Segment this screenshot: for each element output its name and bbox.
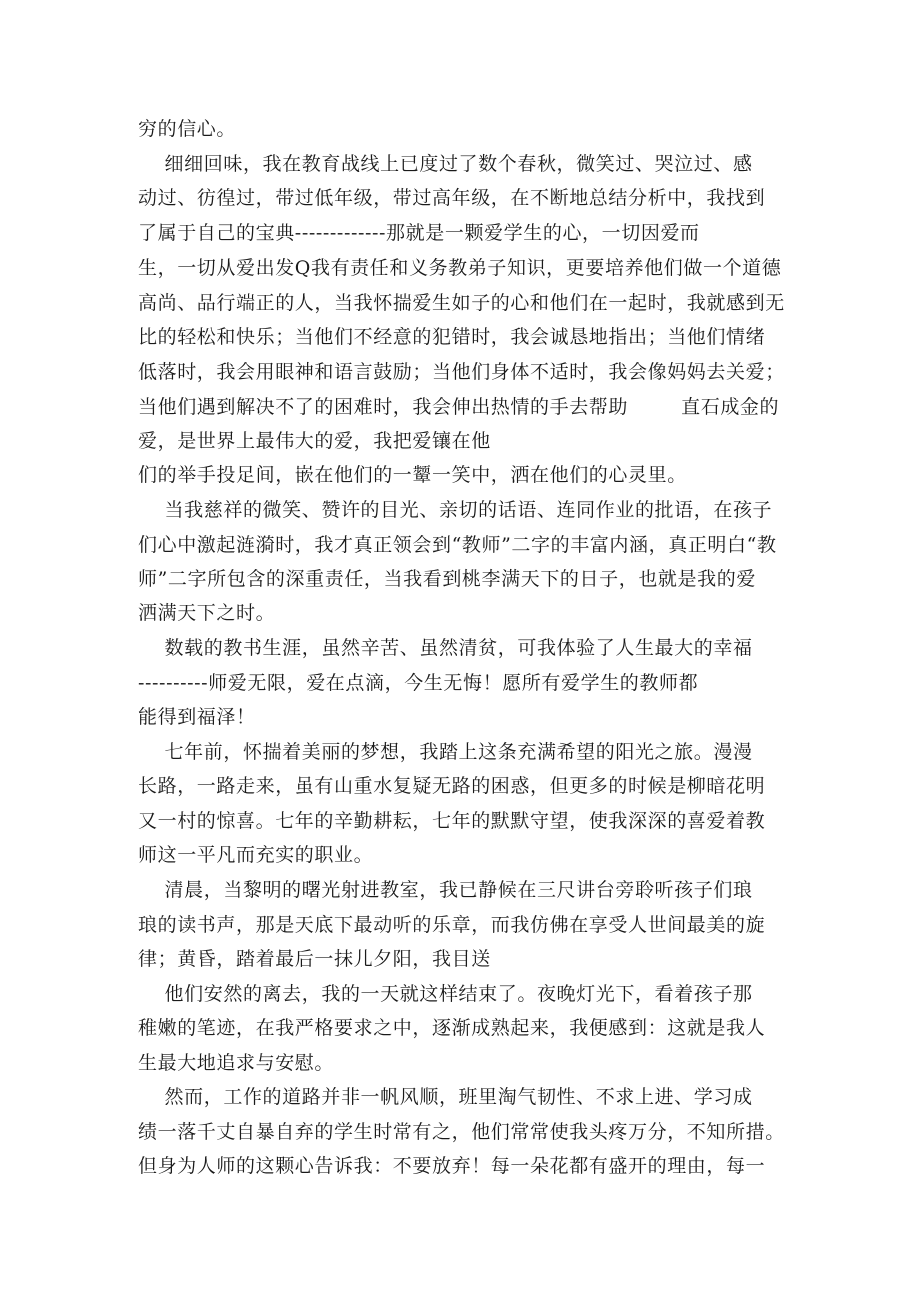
text-line: 洒满天下之时。 <box>138 602 276 624</box>
text-line: 们的举手投足间，嵌在他们的一颦一笑中，洒在他们的心灵里。 <box>138 464 687 486</box>
text-line: 稚嫩的笔迹，在我严格要求之中，逐渐成熟起来，我便感到：这就是我人 <box>138 1017 766 1039</box>
text-line: 绩一落千丈自暴自弃的学生时常有之，他们常常使我头疼万分，不知所措。 <box>138 1121 785 1143</box>
text-line: 琅的读书声，那是天底下最动听的乐章，而我仿佛在享受人世间最美的旋 <box>138 914 766 936</box>
text-line: 然而，工作的道路并非一帆风顺，班里淘气韧性、不求上进、学习成 <box>138 1086 753 1108</box>
text-line: 但身为人师的这颗心告诉我：不要放弃！每一朵花都有盛开的理由，每一 <box>138 1155 766 1177</box>
text-line: 师这一平凡而充实的职业。 <box>138 844 374 866</box>
text-line: 动过、彷徨过，带过低年级，带过高年级，在不断地总结分析中，我找到 <box>138 187 766 209</box>
text-line: 低落时，我会用眼神和语言鼓励；当他们身体不适时，我会像妈妈去关爱； <box>138 361 785 383</box>
text-line: 律；黄昏，踏着最后一抹儿夕阳，我目送 <box>138 948 491 970</box>
text-line: 数载的教书生涯，虽然辛苦、虽然清贫，可我体验了人生最大的幸福 <box>138 637 753 659</box>
text-line: 又一村的惊喜。七年的辛勤耕耘，七年的默默守望，使我深深的喜爱着教 <box>138 810 766 832</box>
text-line: 高尚、品行端正的人，当我怀揣爱生如子的心和他们在一起时，我就感到无 <box>138 292 785 314</box>
text-line: 生最大地追求与安慰。 <box>138 1052 335 1074</box>
text-line: 穷的信心。 <box>138 118 237 140</box>
text-line: 清晨，当黎明的曙光射进教室，我已静候在三尺讲台旁聆听孩子们琅 <box>138 879 753 901</box>
text-line: 长路，一路走来，虽有山重水复疑无路的困惑，但更多的时候是柳暗花明 <box>138 775 766 797</box>
text-line: 七年前，怀揣着美丽的梦想，我踏上这条充满希望的阳光之旅。漫漫 <box>138 741 753 763</box>
text-line: 师”二字所包含的深重责任，当我看到桃李满天下的日子，也就是我的爱 <box>138 568 756 590</box>
text-line: 能得到福泽！ <box>138 706 256 728</box>
text-line: 比的轻松和快乐；当他们不经意的犯错时，我会诚恳地指出；当他们情绪 <box>138 326 766 348</box>
text-line: 他们安然的离去，我的一天就这样结束了。夜晚灯光下，看着孩子那 <box>138 983 753 1005</box>
text-line: ----------师爱无限，爱在点滴，今生无悔！愿所有爱学生的教师都 <box>138 672 699 694</box>
text-line: 了属于自己的宝典-------------那就是一颗爱学生的心，一切因爱而 <box>138 222 700 244</box>
text-line: 当我慈祥的微笑、赞许的目光、亲切的话语、连同作业的批语，在孩子 <box>138 499 773 521</box>
text-line: 生，一切从爱出发Q我有责任和义务教弟子知识，更要培养他们做一个道德 <box>138 257 782 279</box>
text-line: 细细回味，我在教育战线上已度过了数个春秋，微笑过、哭泣过、感 <box>138 153 753 175</box>
text-line: 当他们遇到解决不了的困难时，我会伸出热情的手去帮助 直石成金的 <box>138 396 780 418</box>
text-line: 爱，是世界上最伟大的爱，我把爱镶在他 <box>138 430 491 452</box>
text-line: 们心中激起涟漪时，我才真正领会到“教师”二字的丰富内涵，真正明白“教 <box>138 534 777 556</box>
